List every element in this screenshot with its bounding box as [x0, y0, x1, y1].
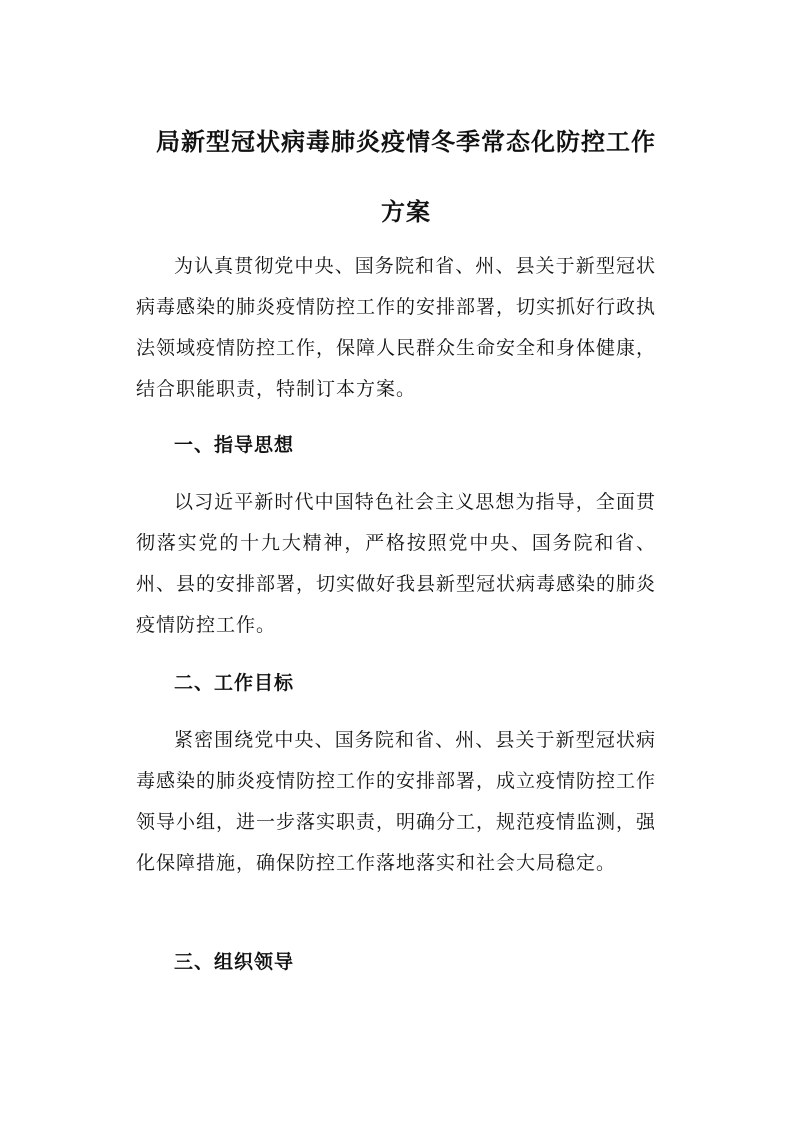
- section-heading-work-goals: 二、工作目标: [174, 672, 295, 694]
- guiding-ideology-paragraph: 以习近平新时代中国特色社会主义思想为指导，全面贯彻落实党的十九大精神，严格按照党中央、国务院和省、州、县的安排部署，切实做好我县新型冠状病毒感染的肺炎疫情防控工作。: [136, 491, 657, 636]
- intro-paragraph: 为认真贯彻党中央、国务院和省、州、县关于新型冠状病毒感染的肺炎疫情防控工作的安排部署，切实抓好行政执法领域疫情防控工作，保障人民群众生命安全和身体健康，结合职能职责，特制订本方案。: [136, 255, 657, 400]
- section-heading-guiding-ideology: 一、指导思想: [174, 434, 295, 456]
- document-title-line-2: 方案: [381, 197, 431, 226]
- section-heading-organization-leadership: 三、组织领导: [174, 951, 295, 973]
- document-title-line-1: 局新型冠状病毒肺炎疫情冬季常态化防控工作: [156, 127, 656, 156]
- work-goals-paragraph: 紧密围绕党中央、国务院和省、州、县关于新型冠状病毒感染的肺炎疫情防控工作的安排部署，成立疫情防控工作领导小组，进一步落实职责，明确分工，规范疫情监测，强化保障措施，确保防控工作落地落实和社会大局稳定。: [136, 729, 657, 874]
